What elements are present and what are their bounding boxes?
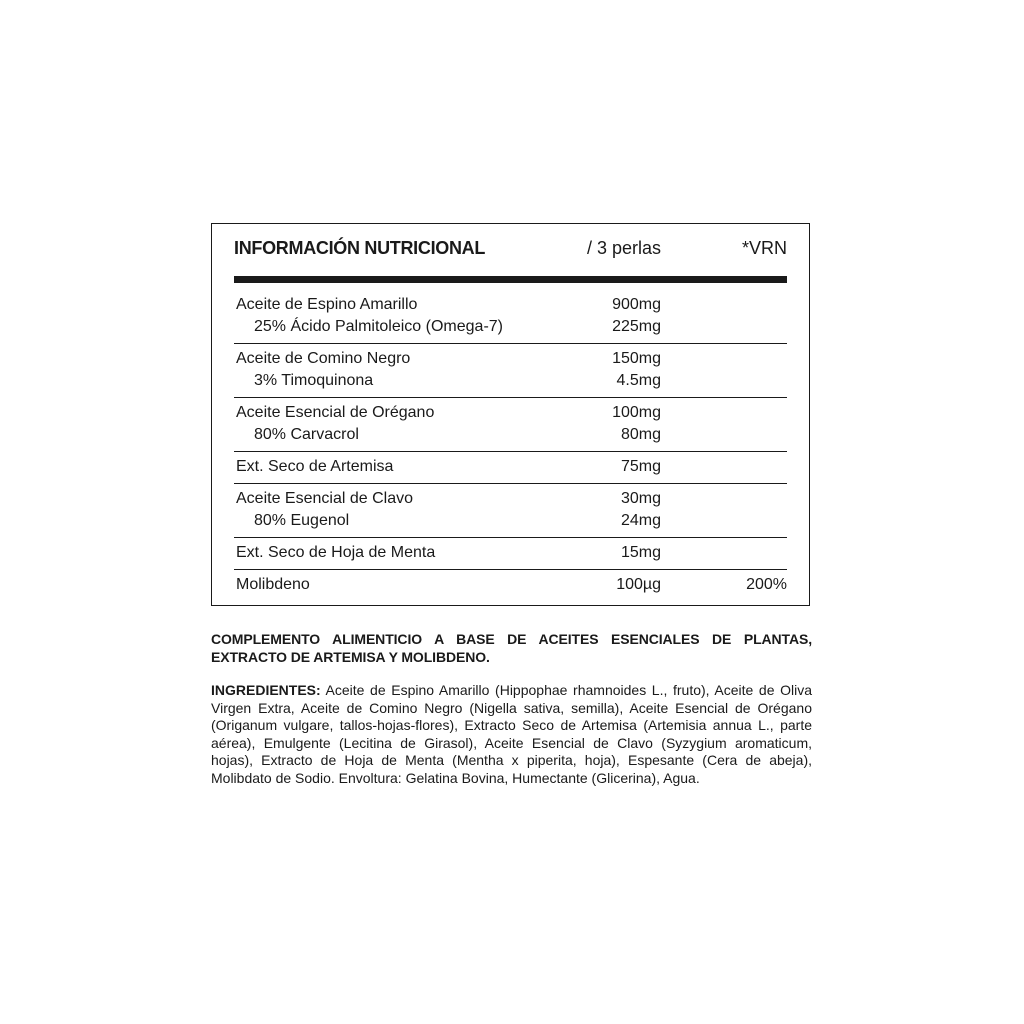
ingredients-block: [211, 682, 812, 787]
nutrient-amount: 4.5mg: [616, 372, 661, 389]
nutrient-group: [234, 290, 787, 344]
nutrient-group: [234, 398, 787, 452]
nutrient-amount: 150mg: [612, 350, 661, 367]
nutrient-group: [234, 484, 787, 538]
nutrient-amount: 24mg: [620, 512, 661, 529]
nutrient-amount: 75mg: [620, 458, 661, 475]
nutrient-subrow: [234, 370, 787, 392]
table-title: INFORMACIÓN NUTRICIONAL: [234, 238, 486, 258]
nutrient-row: [234, 488, 787, 510]
nutrient-group: [234, 344, 787, 398]
product-description: COMPLEMENTO ALIMENTICIO A BASE DE ACEITES ESENCIALES DE PLANTAS, EXTRACTO DE ARTEMISA Y MOLIBDENO.: [211, 631, 812, 665]
nutrient-row: [234, 294, 787, 316]
nutrient-row: [234, 574, 787, 596]
nutrient-rows: [234, 290, 787, 601]
nutrient-row: [234, 456, 787, 478]
nutrient-name: Aceite Esencial de Orégano: [236, 404, 435, 421]
nutrient-name: 25% Ácido Palmitoleico (Omega-7): [254, 318, 503, 335]
nutrient-subrow: [234, 316, 787, 338]
header-divider: [234, 276, 787, 283]
nutrient-subrow: [234, 510, 787, 532]
amount-column-header: / 3 perlas: [586, 238, 661, 258]
nutrient-amount: 100µg: [616, 576, 661, 593]
nutrient-name: 80% Eugenol: [254, 512, 350, 529]
nutrient-row: [234, 542, 787, 564]
nutrient-amount: 15mg: [620, 544, 661, 561]
nutrient-group: [234, 570, 787, 601]
nutrient-subrow: [234, 424, 787, 446]
nutrient-name: Ext. Seco de Hoja de Menta: [236, 544, 436, 561]
ingredients-text: Aceite de Espino Amarillo (Hippophae rhamnoides L., fruto), Aceite de Oliva Virgen Extra, Aceite de Comino Negro (Nigella sativa, semilla), Aceite Esencial de Orégano (Origanum vulgare, tallos-hojas-flores), Extracto Seco de Artemisa (Artemisia annua L., parte aérea), Emulgente (Lecitina de Girasol), Aceite Esencial de Clavo (Syzygium aromaticum, hojas), Extracto de Hoja de Menta (Mentha x piperita, hoja), Espesante (Cera de abeja), Molibdato de Sodio. Envoltura: Gelatina Bovina, Humectante (Glicerina), Agua.: [211, 682, 812, 786]
vrn-column-header: *VRN: [741, 238, 787, 258]
nutrient-name: Ext. Seco de Artemisa: [236, 458, 394, 475]
ingredients-label: INGREDIENTES:: [211, 682, 321, 698]
nutrient-name: 80% Carvacrol: [254, 426, 359, 443]
nutrient-amount: 900mg: [612, 296, 661, 313]
nutrient-row: [234, 402, 787, 424]
nutrient-name: Aceite Esencial de Clavo: [236, 490, 413, 507]
nutrient-amount: 100mg: [612, 404, 661, 421]
nutrient-row: [234, 348, 787, 370]
nutrient-group: [234, 452, 787, 484]
nutrient-amount: 225mg: [612, 318, 661, 335]
table-header: [234, 238, 787, 266]
nutrient-name: 3% Timoquinona: [254, 372, 374, 389]
nutrient-group: [234, 538, 787, 570]
nutrient-name: Aceite de Comino Negro: [236, 350, 411, 367]
nutrient-name: Molibdeno: [236, 576, 310, 593]
nutrient-name: Aceite de Espino Amarillo: [236, 296, 418, 313]
nutrient-amount: 80mg: [620, 426, 661, 443]
nutrition-facts-panel: [211, 223, 810, 606]
nutrient-amount: 30mg: [620, 490, 661, 507]
nutrient-vrn: 200%: [746, 576, 787, 593]
